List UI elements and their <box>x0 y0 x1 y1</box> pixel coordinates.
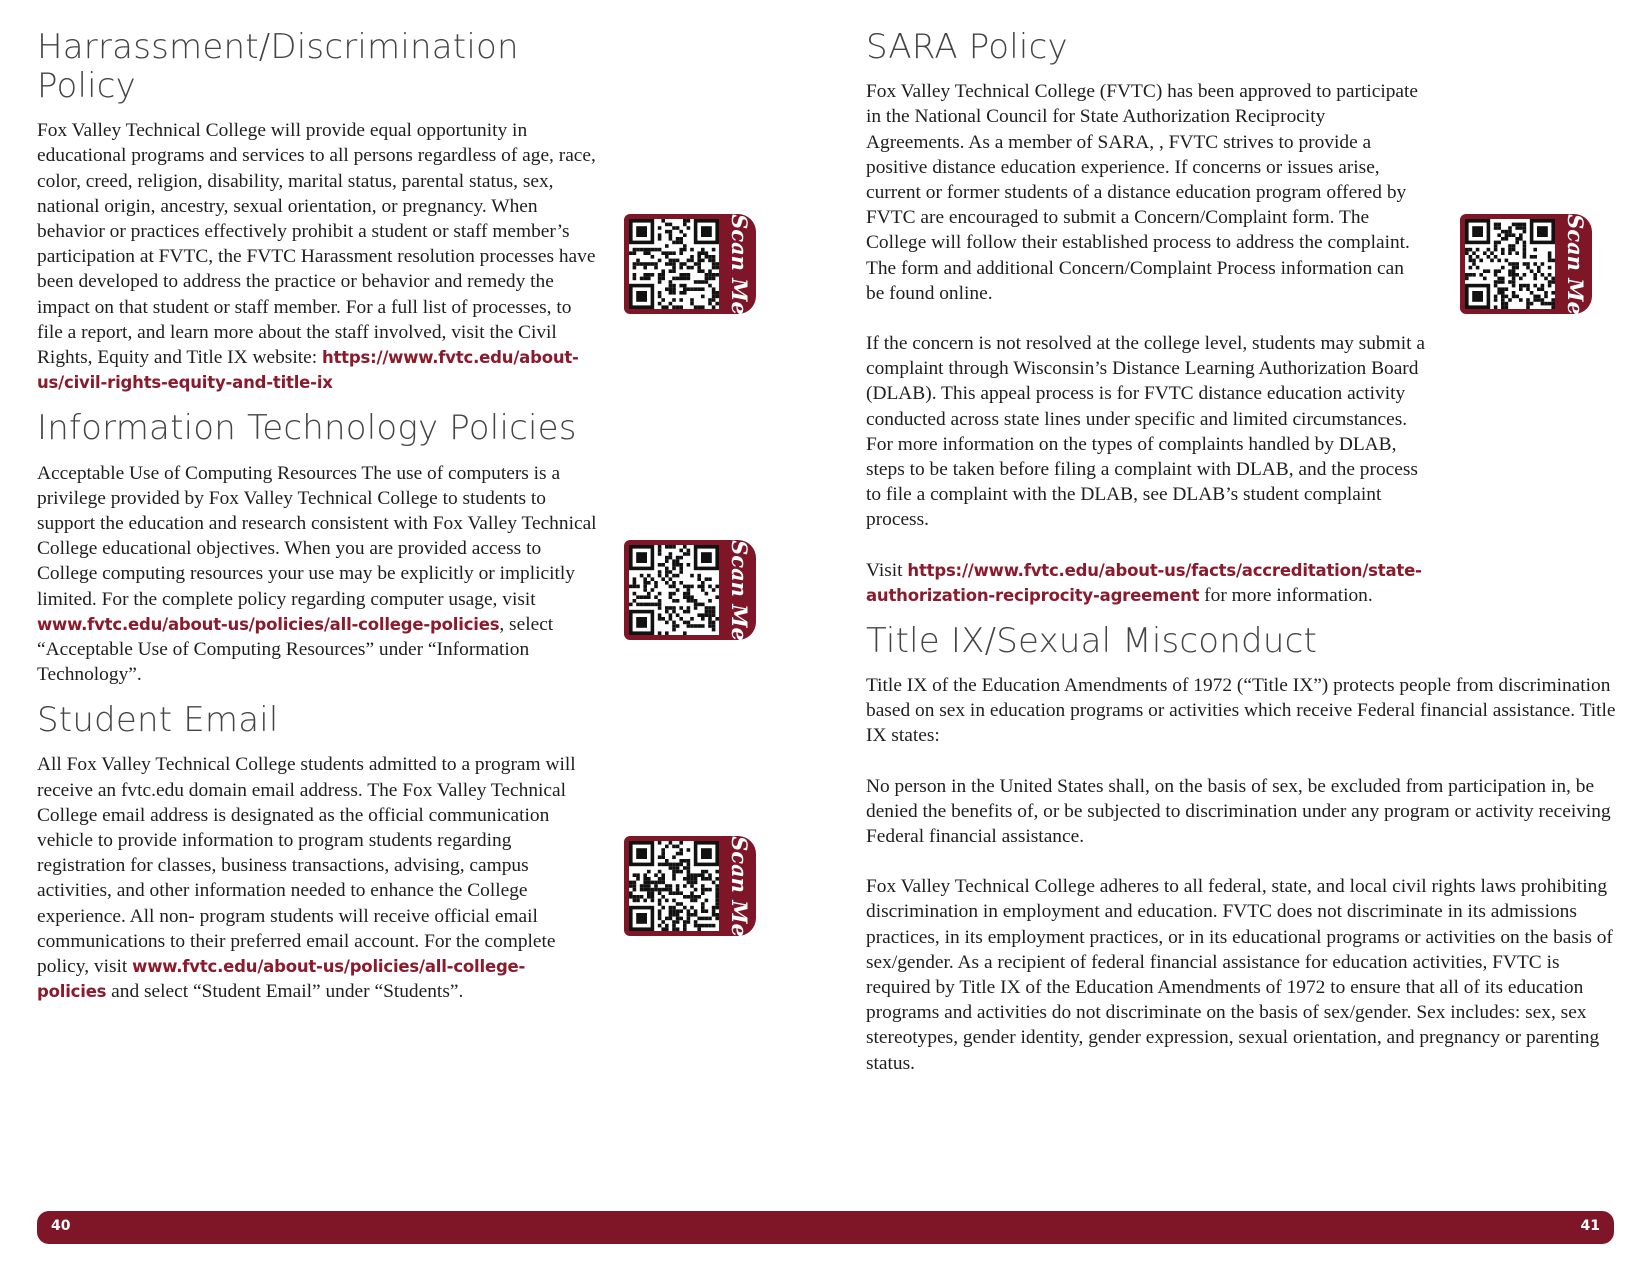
qr-code-icon <box>629 219 719 309</box>
sara-policy-heading: SARA Policy <box>866 27 1068 67</box>
footer-bar <box>37 1211 1614 1244</box>
sara-link[interactable]: https://www.fvtc.edu/about-us/facts/accreditation/state-authorization-reciprocity-agreement <box>866 560 1422 605</box>
title-ix-paragraph-2: No person in the United States shall, on the basis of sex, be excluded from participation in, be denied the benefits of, or be subjected to discrimination under any program or activity receiving Federal financial assistance. <box>866 775 1611 848</box>
sara-paragraph-3: Visit https://www.fvtc.edu/about-us/facts/accreditation/state-authorization-reciprocity-agreement for more information. <box>866 559 1422 606</box>
qr-code-it-policies[interactable] <box>624 540 756 640</box>
title-ix-paragraph-1: Title IX of the Education Amendments of 1972 (“Title IX”) protects people from discrimination based on sex in education programs or activities which receive Federal financial assistance. Title IX states: <box>866 675 1616 747</box>
student-email-text: All Fox Valley Technical College students admitted to a program will receive an fvtc.edu domain email address. The Fox Valley Technical College email address is designated as the official communication vehicle to provide information to program students regarding registration for classes, business transactions, advising, campus activities, and other information needed to enhance the College experience. All non- program students will receive official email communications to their preferred email account. For the complete policy, visit www.fvtc.edu/about-us/policies/all-college- policies and select “Student Email” under “Students”. <box>37 754 576 1003</box>
qr-code-harassment[interactable] <box>624 214 756 314</box>
email-policy-link[interactable]: www.fvtc.edu/about-us/policies/all-college- policies <box>37 957 526 1002</box>
scan-me-label: Scan Me <box>726 539 752 641</box>
harassment-policy-text: Fox Valley Technical College will provide equal opportunity in educational programs and services to all persons regardless of age, race, color, creed, religion, disability, marital status, parental status, sex, national origin, ancestry, sexual orientation, or pregnancy. When behavior or practices effectively prohibit a student or staff member’s participation at FVTC, the FVTC Harassment resolution processes have been developed to address the practice or behavior and remedy the impact on that student or staff member. For a full list of processes, to file a report, and learn more about the staff involved, visit the Civil Rights, Equity and Title IX website: https://www.fvtc.edu/about-us/civil-rights-equity-and-title-ix <box>37 120 596 393</box>
title-ix-paragraph-3: Fox Valley Technical College adheres to all federal, state, and local civil rights laws prohibiting discrimination in employment and education. FVTC does not discriminate in its admissions practices, in its employment practices, or in its educational programs or activities on the basis of sex/gender. As a recipient of federal financial assistance for education activities, FVTC is required by Title IX of the Education Amendments of 1972 to ensure that all of its education programs and activities do not discriminate on the basis of sex/gender. Sex includes: sex, sex stereotypes, gender identity, gender expression, sexual orientation, and pregnancy or parenting status. <box>866 876 1613 1074</box>
qr-code-student-email[interactable] <box>624 836 756 936</box>
all-college-policies-link[interactable]: www.fvtc.edu/about-us/policies/all-college-policies <box>37 614 500 634</box>
student-email-heading: Student Email <box>37 700 279 741</box>
civil-rights-link[interactable]: https://www.fvtc.edu/about-us/civil-rights-equity-and-title-ix <box>37 348 579 393</box>
scan-me-label: Scan Me <box>1562 213 1588 315</box>
title-ix-heading: Title IX/Sexual Misconduct <box>866 620 1318 661</box>
harassment-policy-heading: Harrassment/Discrimination Policy <box>37 27 519 107</box>
right-page <box>866 28 1626 1076</box>
it-policies-text: Acceptable Use of Computing Resources The use of computers is a privilege provided by Fox Valley Technical College to students to support the education and research consistent with Fox Valley Technical College educational objectives. When you are provided access to College computing resources your use may be explicitly or implicitly limited. For the complete policy regarding computer usage, visit www.fvtc.edu/about-us/policies/all-college-policies, select “Acceptable Use of Computing Resources” under “Information Technology”. <box>37 462 597 686</box>
sara-paragraph-1: Fox Valley Technical College (FVTC) has been approved to participate in the National Council for State Authorization Reciprocity Agreements. As a member of SARA, , FVTC strives to provide a positive distance education experience. If concerns or issues arise, current or former students of a distance education program offered by FVTC are encouraged to submit a Concern/Complaint form. The College will follow their established process to address the complaint. The form and additional Concern/Complaint Process information can be found online. <box>866 81 1419 304</box>
qr-code-icon <box>629 545 719 635</box>
page-number-right: 41 <box>1580 1218 1600 1234</box>
scan-me-label: Scan Me <box>726 213 752 315</box>
page-number-left: 40 <box>51 1218 71 1234</box>
scan-me-label: Scan Me <box>726 835 752 937</box>
qr-code-icon <box>629 841 719 931</box>
left-page <box>37 28 597 1004</box>
it-policies-heading: Information Technology Policies <box>37 408 577 449</box>
sara-paragraph-2: If the concern is not resolved at the college level, students may submit a complaint through Wisconsin’s Distance Learning Authorization Board (DLAB). This appeal process is for FVTC distance education activity conducted across state lines under specific and limited circumstances. For more information on the types of complaints handled by DLAB, steps to be taken before filing a complaint with DLAB, and the process to file a complaint with the DLAB, see DLAB’s student complaint process. <box>866 332 1425 531</box>
